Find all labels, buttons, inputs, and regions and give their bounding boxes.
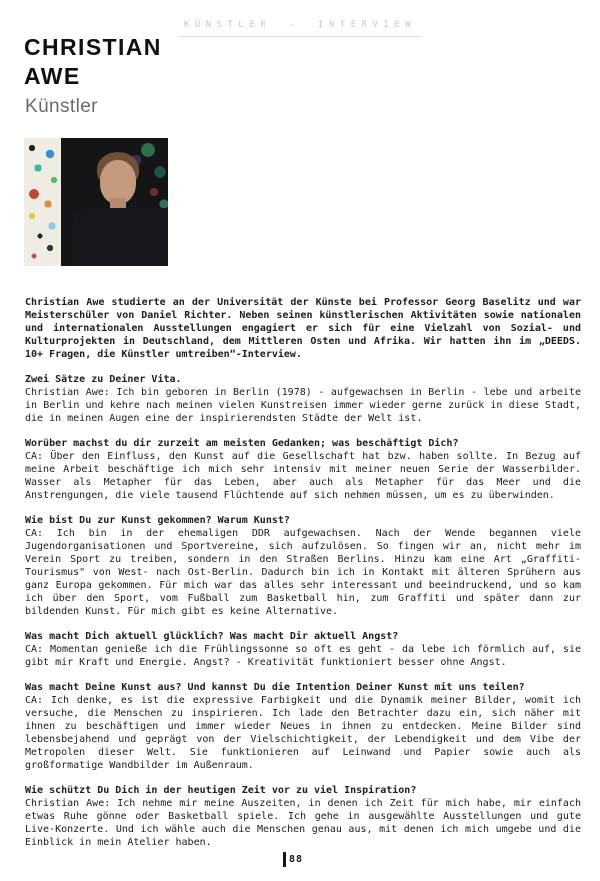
article-body: [25, 296, 581, 861]
portrait-photo: [24, 138, 168, 266]
portrait-shirt: [72, 208, 168, 266]
question-2: Worüber machst du dir zurzeit am meisten Gedanken; was beschäftigt Dich?: [25, 438, 459, 449]
page-title-line2: AWE: [24, 63, 81, 89]
question-3: Wie bist Du zur Kunst gekommen? Warum Kunst?: [25, 515, 290, 526]
page-number-value: 88: [289, 854, 304, 865]
intro-paragraph: Christian Awe studierte an der Universität der Künste bei Professor Georg Baselitz und war Meisterschüler von Daniel Richter. Neben seinen künstlerischen Aktivitäten sowie nationalen und internationalen Ausstellungen engagiert er sich für eine Vielzahl von Sozial- und Kulturprojekten in Deutschland, dem Mittleren Osten und Afrika. Wir hatten ihn im „DEEDS. 10+ Fragen, die Künstler umtreiben“-Interview.: [25, 297, 581, 360]
page-title-line1: CHRISTIAN: [24, 34, 162, 60]
answer-4: CA: Momentan genieße ich die Frühlingssonne so oft es geht - da lebe ich förmlich auf, sie gibt mir Kraft und Energie. Angst? - Kreativität funktioniert besser ohne Angst.: [25, 644, 581, 668]
section-kicker: KÜNSTLER - INTERVIEW: [180, 20, 420, 37]
page-number-bar: [283, 852, 286, 867]
question-1: Zwei Sätze zu Deiner Vita.: [25, 374, 182, 385]
page-number: [283, 852, 303, 867]
answer-3: CA: Ich bin in der ehemaligen DDR aufgewachsen. Nach der Wende begannen viele Jugendorganisationen und Sportvereine, sich aufzulösen. So fingen wir an, nicht mehr im Verein Sport zu treiben, sondern in den Straßen Berlins. Hinzu kam eine Art „Graffiti-Tourismus" von West- nach Ost-Berlin. Dadurch bin ich in Kontakt mit älteren Sprühern aus ganz Europa gekommen. Für mich war das alles sehr interessant und beeindruckend, und so kam ich über den Sport, vom Fußball zum Basketball hin, zum Graffiti und später dann zur bildenden Kunst. Für mich gibt es keine Alternative.: [25, 528, 581, 617]
subtitle: Künstler: [25, 96, 98, 117]
page-title: [24, 33, 162, 91]
question-6: Wie schützt Du Dich in der heutigen Zeit vor zu viel Inspiration?: [25, 785, 417, 796]
answer-2: CA: Über den Einfluss, den Kunst auf die Gesellschaft hat bzw. haben sollte. In Bezug auf meine Arbeit beschäftige ich mich sehr intensiv mit meiner neuen Serie der Wasserbilder. Wasser als Metapher für das Leben, aber auch als Metapher für das Meer und die Anstrengungen, die viele tausend Flüchtende auf sich nehmen müssen, um es zu überwinden.: [25, 451, 581, 501]
paint-splatter-canvas: [24, 138, 61, 266]
question-5: Was macht Deine Kunst aus? Und kannst Du die Intention Deiner Kunst mit uns teilen?: [25, 682, 525, 693]
answer-6: Christian Awe: Ich nehme mir meine Auszeiten, in denen ich Zeit für mich habe, mir einfach etwas Ruhe gönne oder Basketball spiele. Ich gehe in ausgewählte Ausstellungen und gute Live-Konzerte. Und ich wähle auch die Menschen genau aus, mit denen ich mich umgebe und die Einblick in mein Atelier haben.: [25, 798, 581, 848]
question-4: Was macht Dich aktuell glücklich? Was macht Dir aktuell Angst?: [25, 631, 399, 642]
answer-1: Christian Awe: Ich bin geboren in Berlin (1978) - aufgewachsen in Berlin - lebe und arbeite in Berlin und kehre nach meinen vielen Kunstreisen immer wieder gerne zurück in diese Stadt, die in meinen Augen eine der inspirierendsten Städte der Welt ist.: [25, 387, 581, 424]
answer-5: CA: Ich denke, es ist die expressive Farbigkeit und die Dynamik meiner Bilder, womit ich versuche, die Menschen zu inspirieren. Ich lade den Betrachter dazu ein, sich näher mit ihnen zu beschäftigen und immer wieder Neues in ihnen zu entdecken. Meine Bilder sind lebensbejahend und geprägt von der Vielschichtigkeit, der Lebendigkeit und dem Vibe der Metropolen dieser Welt. Sie funktionieren auf Leinwand und Papier sowie auch als großformatige Wandbilder im Außenraum.: [25, 695, 581, 771]
